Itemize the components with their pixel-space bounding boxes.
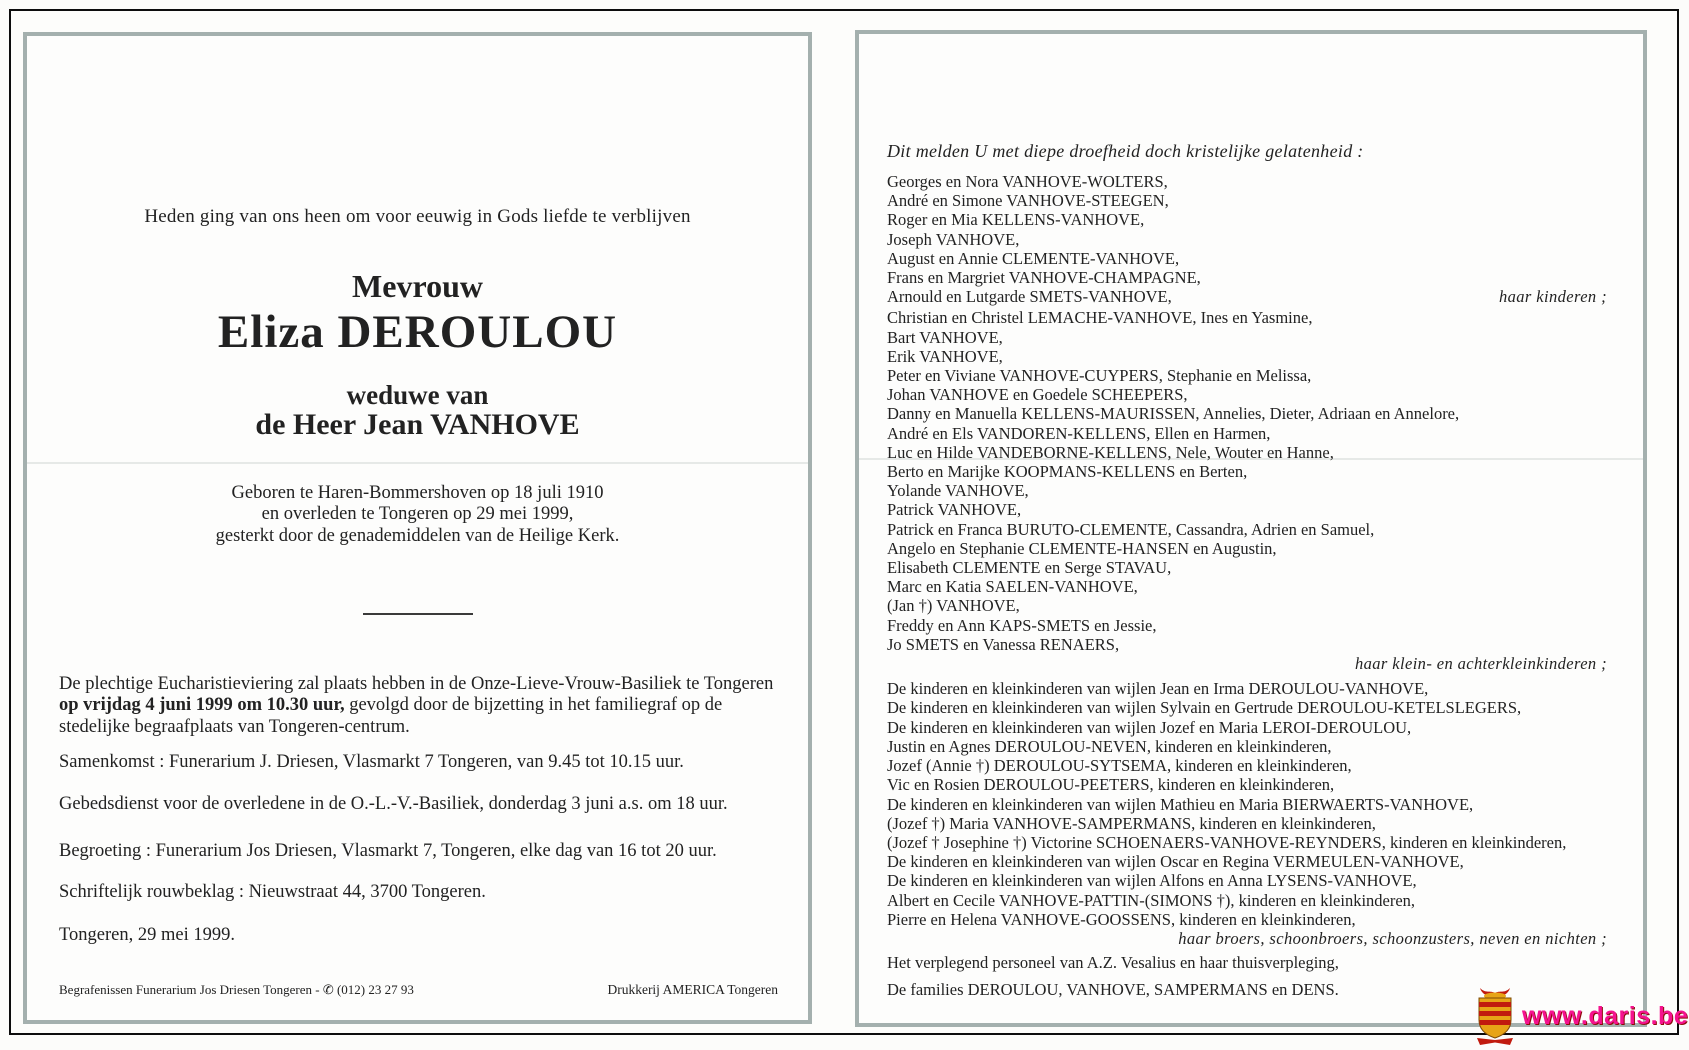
family-names: Arnould en Lutgarde SMETS-VANHOVE, [887, 287, 1172, 307]
family-names: Elisabeth CLEMENTE en Serge STAVAU, [887, 558, 1172, 578]
family-names: Jozef (Annie †) DEROULOU-SYTSEMA, kinderen en kleinkinderen, [887, 756, 1352, 776]
watermark [1474, 986, 1688, 1046]
family-line [887, 654, 1607, 673]
family-line [887, 385, 1607, 404]
family-names: Berto en Marijke KOOPMANS-KELLENS en Berten, [887, 462, 1248, 482]
family-names: Joseph VANHOVE, [887, 229, 1020, 249]
panel-footer [59, 982, 778, 998]
family-line [887, 443, 1607, 462]
salutation: Mevrouw [352, 268, 483, 304]
announcement-heading: Dit melden U met diepe droefheid doch kristelijke gelatenheid : [887, 141, 1364, 161]
family-line [887, 737, 1607, 756]
life-line: gesterkt door de genademiddelen van de Heilige Kerk. [215, 525, 620, 546]
family-names: (Jozef †) Maria VANHOVE-SAMPERMANS, kinderen en kleinkinderen, [887, 813, 1376, 833]
family-names: De kinderen en kleinkinderen van wijlen Sylvain en Gertrude DEROULOU-KETELSLEGERS, [887, 698, 1522, 718]
family-line [887, 718, 1607, 737]
family-names: André en Els VANDOREN-KELLENS, Ellen en Harmen, [887, 423, 1271, 443]
family-names: Marc en Katia SAELEN-VANHOVE, [887, 577, 1138, 597]
family-line [887, 249, 1607, 268]
family-names: De kinderen en kleinkinderen van wijlen Jean en Irma DEROULOU-VANHOVE, [887, 679, 1429, 699]
family-line [887, 616, 1607, 635]
family-names: August en Annie CLEMENTE-VANHOVE, [887, 248, 1180, 268]
family-line [887, 172, 1607, 191]
family-line [887, 756, 1607, 775]
family-names: Angelo en Stephanie CLEMENTE-HANSEN en Augustin, [887, 538, 1277, 558]
family-names: Johan VANHOVE en Goedele SCHEEPERS, [887, 385, 1188, 405]
detail-line: Samenkomst : Funerarium J. Driesen, Vlasmarkt 7 Tongeren, van 9.45 tot 10.15 uur. [59, 752, 684, 772]
family-line [887, 871, 1607, 890]
family-names: André en Simone VANHOVE-STEEGEN, [887, 191, 1169, 211]
family-names: Vic en Rosien DEROULOU-PEETERS, kinderen en kleinkinderen, [887, 775, 1335, 795]
family-line [887, 366, 1607, 385]
detail-lines [27, 36, 808, 1020]
family-names: De kinderen en kleinkinderen van wijlen Oscar en Regina VERMEULEN-VANHOVE, [887, 852, 1464, 872]
family-line [887, 520, 1607, 539]
detail-line: Begroeting : Funerarium Jos Driesen, Vlasmarkt 7, Tongeren, elke dag van 16 tot 20 uur. [59, 841, 717, 861]
family-line [887, 404, 1607, 423]
right-panel [855, 30, 1647, 1027]
widow-label: weduwe van [346, 380, 489, 410]
life-line: en overleden te Tongeren op 29 mei 1999, [261, 504, 574, 525]
family-line [887, 328, 1607, 347]
family-names: Albert en Cecile VANHOVE-PATTIN-(SIMONS †), kinderen en kleinkinderen, [887, 890, 1416, 910]
service-line: op vrijdag 4 juni 1999 om 10.30 uur, gevolgd door de bijzetting in het familiegraf op de [59, 695, 723, 716]
relation-label: haar klein- en achterkleinkinderen ; [1354, 654, 1607, 674]
family-line [887, 230, 1607, 249]
deceased-name: Eliza DEROULOU [217, 306, 618, 358]
family-line [887, 191, 1607, 210]
family-line [887, 910, 1607, 929]
family-line [887, 268, 1607, 287]
family-line [887, 814, 1607, 833]
detail-line: Schriftelijk rouwbeklag : Nieuwstraat 44, 3700 Tongeren. [59, 882, 486, 902]
family-line [887, 795, 1607, 814]
family-names: Danny en Manuella KELLENS-MAURISSEN, Annelies, Dieter, Adriaan en Annelore, [887, 404, 1460, 424]
announcement-content [859, 34, 1643, 1000]
family-names: Bart VANHOVE, [887, 327, 1003, 347]
family-line [887, 891, 1607, 910]
family-names: Frans en Margriet VANHOVE-CHAMPAGNE, [887, 268, 1201, 288]
family-line [887, 539, 1607, 558]
family-line [887, 558, 1607, 577]
family-names: (Jozef † Josephine †) Victorine SCHOENAERS-VANHOVE-REYNDERS, kinderen en kleinkinderen, [887, 832, 1567, 852]
service-line: stedelijke begraafplaats van Tongeren-centrum. [59, 716, 410, 737]
relation-label: haar broers, schoonbroers, schoonzusters, neven en nichten ; [1178, 928, 1607, 948]
family-line [887, 775, 1607, 794]
family-line [887, 347, 1607, 366]
family-names: Justin en Agnes DEROULOU-NEVEN, kinderen en kleinkinderen, [887, 736, 1332, 756]
watermark-text: www.daris.be [1522, 1001, 1689, 1030]
family-line [887, 953, 1607, 972]
family-names: Patrick VANHOVE, [887, 500, 1022, 520]
family-line [887, 287, 1607, 306]
family-names: Het verplegend personeel van A.Z. Vesalius en haar thuisverpleging, [887, 953, 1339, 973]
family-line [887, 308, 1607, 327]
intro-line: Heden ging van ons heen om voor eeuwig in Gods liefde te verblijven [144, 206, 691, 227]
printer-credit: Drukkerij AMERICA Tongeren [607, 982, 778, 997]
family-names: De kinderen en kleinkinderen van wijlen Alfons en Anna LYSENS-VANHOVE, [887, 871, 1417, 891]
family-names: Luc en Hilde VANDEBORNE-KELLENS, Nele, Wouter en Hanne, [887, 442, 1334, 462]
family-line [887, 833, 1607, 852]
family-names: De families DEROULOU, VANHOVE, SAMPERMANS en DENS. [887, 980, 1339, 1000]
detail-line: Tongeren, 29 mei 1999. [59, 925, 235, 945]
family-line [887, 210, 1607, 229]
detail-line: Gebedsdienst voor de overledene in de O.-L.-V.-Basiliek, donderdag 3 juni a.s. om 18 uur. [59, 794, 728, 814]
spouse-name: de Heer Jean VANHOVE [255, 408, 580, 441]
family-line [887, 698, 1607, 717]
family-names: Jo SMETS en Vanessa RENAERS, [887, 634, 1120, 654]
family-line [887, 481, 1607, 500]
family-names: Pierre en Helena VANHOVE-GOOSSENS, kinderen en kleinkinderen, [887, 909, 1356, 929]
family-line [887, 424, 1607, 443]
family-line [887, 679, 1607, 698]
family-line [887, 929, 1607, 948]
family-names: Georges en Nora VANHOVE-WOLTERS, [887, 172, 1168, 191]
family-line [887, 462, 1607, 481]
family-names: Freddy en Ann KAPS-SMETS en Jessie, [887, 615, 1157, 635]
family-names: Erik VANHOVE, [887, 346, 1003, 366]
service-line: De plechtige Eucharistieviering zal plaats hebben in de Onze-Lieve-Vrouw-Basiliek te Tongeren [59, 674, 774, 694]
family-line [887, 500, 1607, 519]
life-line: Geboren te Haren-Bommershoven op 18 juli 1910 [231, 483, 604, 503]
family-names: Patrick en Franca BURUTO-CLEMENTE, Cassandra, Adrien en Samuel, [887, 519, 1375, 539]
family-names: (Jan †) VANHOVE, [887, 596, 1020, 616]
left-panel [23, 32, 812, 1024]
family-names: De kinderen en kleinkinderen van wijlen Jozef en Maria LEROI-DEROULOU, [887, 717, 1412, 737]
family-lines [887, 172, 1607, 1000]
family-names: Yolande VANHOVE, [887, 481, 1029, 501]
family-names: Peter en Viviane VANHOVE-CUYPERS, Stephanie en Melissa, [887, 366, 1312, 386]
funeral-home-credit: Begrafenissen Funerarium Jos Driesen Tongeren - ✆ (012) 23 27 93 [59, 982, 414, 997]
family-line [887, 852, 1607, 871]
family-names: Christian en Christel LEMACHE-VANHOVE, Ines en Yasmine, [887, 308, 1313, 328]
family-line [887, 577, 1607, 596]
family-line [887, 635, 1607, 654]
relation-label: haar kinderen ; [1498, 287, 1607, 307]
family-names: De kinderen en kleinkinderen van wijlen Mathieu en Maria BIERWAERTS-VANHOVE, [887, 794, 1474, 814]
family-line [887, 596, 1607, 615]
coat-of-arms-icon [1474, 986, 1516, 1046]
family-names: Roger en Mia KELLENS-VANHOVE, [887, 210, 1145, 230]
